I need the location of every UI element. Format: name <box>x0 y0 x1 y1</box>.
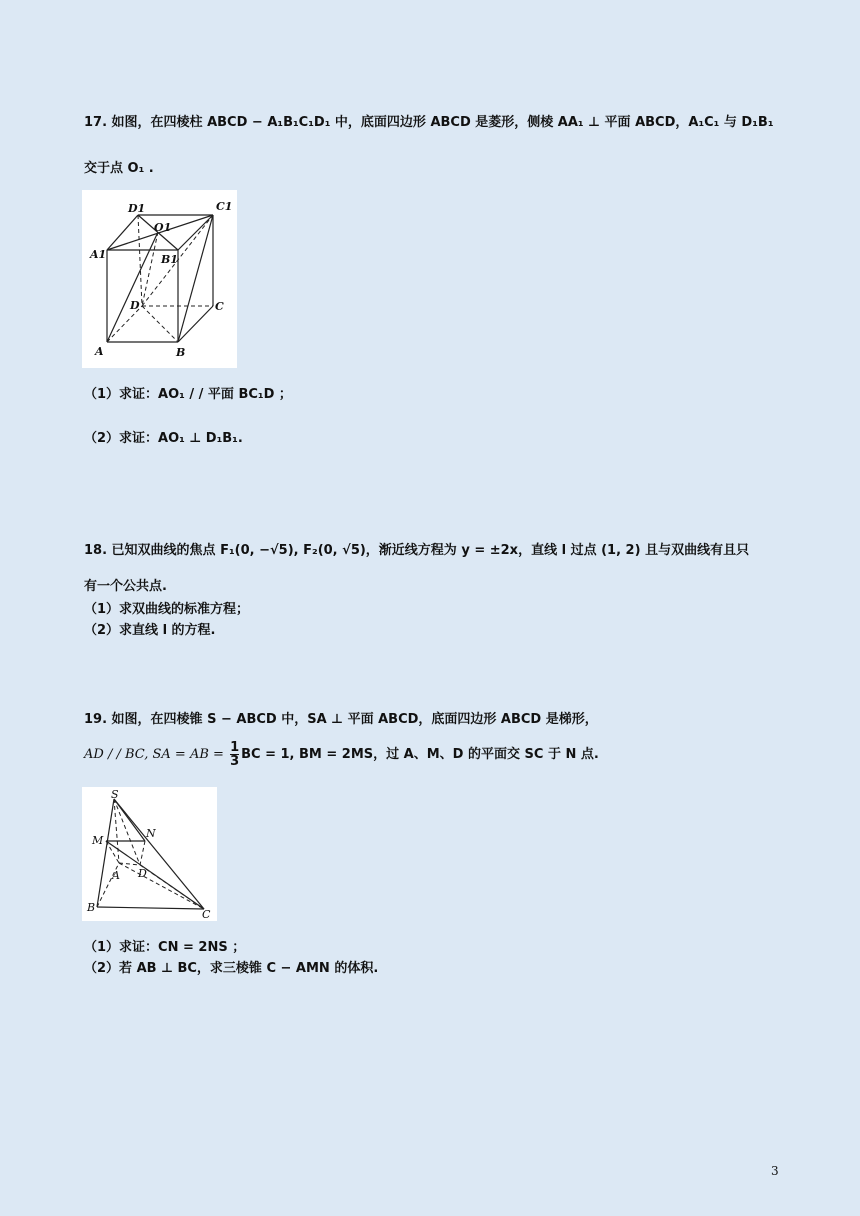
q19-part1: （1）求证：CN = 2NS ； <box>84 940 246 955</box>
label-B1: B1 <box>161 253 178 266</box>
label-M: M <box>92 834 104 847</box>
label-D: D <box>138 867 147 880</box>
label-N: N <box>146 827 156 840</box>
q17-stem-line1: 17. 如图，在四棱柱 ABCD − A₁B₁C₁D₁ 中，底面四边形 ABCD 是菱形，侧棱 AA₁ ⊥ 平面 ABCD，A₁C₁ 与 D₁B₁ <box>84 115 774 130</box>
label-D: D <box>130 299 140 312</box>
label-B: B <box>176 346 186 359</box>
q18-stem-line2: 有一个公共点. <box>84 579 167 594</box>
q17-stem-line2: 交于点 O₁ . <box>84 161 154 176</box>
q19-stem-line2-b: BC = 1, BM = 2MS，过 A、M、D 的平面交 SC 于 N 点. <box>241 747 599 762</box>
label-S: S <box>111 788 119 801</box>
q17-part2: （2）求证：AO₁ ⊥ D₁B₁. <box>84 431 243 446</box>
frac-numerator: 1 <box>230 740 240 755</box>
q17-part1: （1）求证：AO₁ / / 平面 BC₁D ； <box>84 387 292 402</box>
pyramid-diagram <box>82 787 217 921</box>
q19-stem-line2 <box>84 740 599 770</box>
q18-stem-line1: 18. 已知双曲线的焦点 F₁(0, −√5), F₂(0, √5)，渐近线方程为 y = ±2x，直线 l 过点 (1, 2) 且与双曲线有且只 <box>84 543 750 558</box>
label-C: C <box>215 300 224 313</box>
label-C: C <box>202 908 211 921</box>
frac-denominator: 3 <box>230 754 240 769</box>
q19-stem-line1: 19. 如图，在四棱锥 S − ABCD 中，SA ⊥ 平面 ABCD，底面四边形 ABCD 是梯形， <box>84 712 598 727</box>
label-B: B <box>87 901 96 914</box>
prism-figure <box>82 190 237 368</box>
pyramid-figure <box>82 787 217 921</box>
label-O1: O1 <box>154 221 172 234</box>
fraction-one-third <box>230 741 239 768</box>
label-C1: C1 <box>216 200 233 213</box>
label-A: A <box>95 345 104 358</box>
q18-part1: （1）求双曲线的标准方程； <box>84 602 250 617</box>
page-number: 3 <box>771 1164 779 1178</box>
label-D1: D1 <box>128 202 146 215</box>
label-A: A <box>112 869 120 882</box>
label-A1: A1 <box>90 248 107 261</box>
q19-stem-line2-a: AD / / BC, SA = AB = <box>84 747 229 762</box>
prism-diagram <box>82 190 237 368</box>
q18-part2: （2）求直线 l 的方程. <box>84 623 216 638</box>
q19-part2: （2）若 AB ⊥ BC，求三棱锥 C − AMN 的体积. <box>84 961 379 976</box>
